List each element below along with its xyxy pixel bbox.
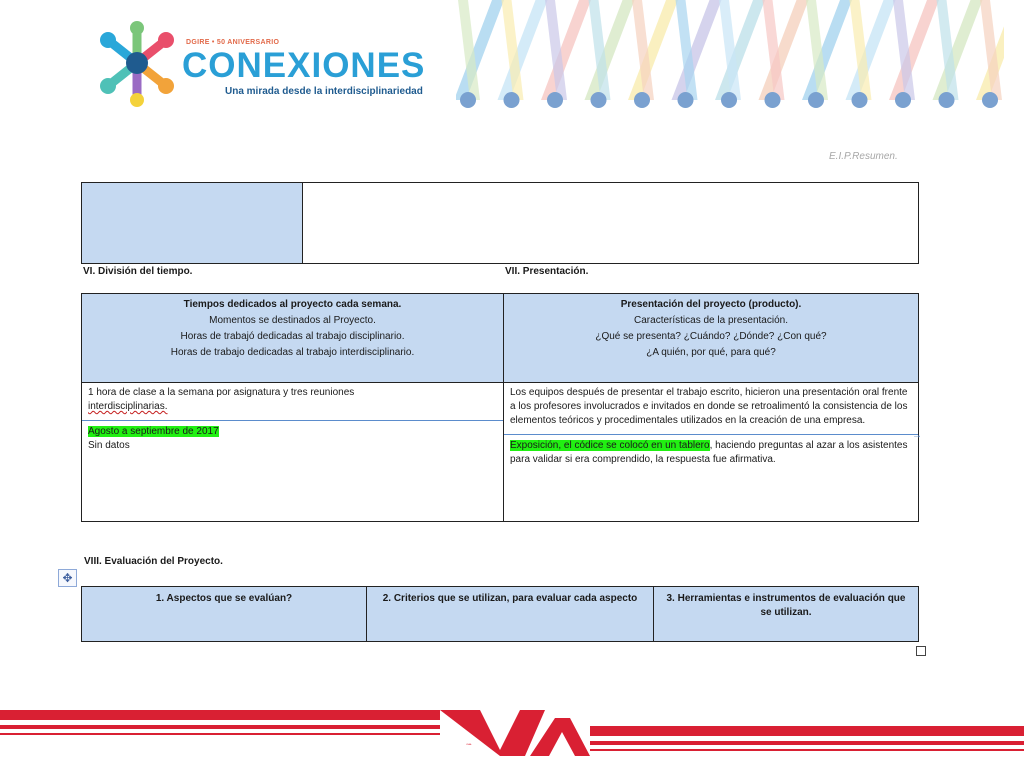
header-table-blue-cell <box>82 183 303 264</box>
presentation-header-line: ¿Qué se presenta? ¿Cuándo? ¿Dónde? ¿Con qué? <box>595 331 827 342</box>
stripe-dot <box>895 92 911 108</box>
stripe-dot <box>547 92 563 108</box>
table-move-handle-icon[interactable]: ✥ <box>58 569 77 587</box>
time-body-line-misspelled: interdisciplinarias. <box>88 401 168 412</box>
logo-subtitle: DGIRE • 50 ANIVERSARIO <box>186 39 280 46</box>
stripe-dot <box>504 92 520 108</box>
stripe-dot <box>852 92 868 108</box>
time-body-note: Sin datos <box>88 440 130 451</box>
stripe-dot <box>808 92 824 108</box>
stripe-dot <box>721 92 737 108</box>
evaluation-header-criteria: 2. Criterios que se utilizan, para evaluar cada aspecto <box>367 587 654 642</box>
time-body-cell <box>82 383 504 522</box>
evaluation-header-aspects: 1. Aspectos que se evalúan? <box>82 587 367 642</box>
presentation-header-cell <box>504 294 919 383</box>
section-vi-label: VI. División del tiempo. <box>83 266 193 277</box>
time-header-line: Momentos se destinados al Proyecto. <box>209 315 376 326</box>
table-resize-handle[interactable] <box>916 646 926 656</box>
presentation-header-line: Características de la presentación. <box>634 315 788 326</box>
presentation-header-line: ¿A quién, por qué, para qué? <box>646 347 776 358</box>
presentation-header-title: Presentación del proyecto (producto). <box>620 299 802 310</box>
logo-tagline: Una mirada desde la interdisciplinariedad <box>225 86 423 97</box>
text-divider <box>504 430 922 441</box>
time-presentation-table <box>81 293 922 522</box>
footer-band <box>0 698 1024 768</box>
time-body-line: 1 hora de clase a la semana por asignatura y tres reuniones <box>88 387 355 398</box>
stripe-dot <box>678 92 694 108</box>
header-table-empty-cell <box>303 183 919 264</box>
header-table <box>81 182 919 264</box>
molecule-logo-icon <box>94 18 180 108</box>
presentation-body-second <box>510 439 912 467</box>
time-header-title: Tiempos dedicados al proyecto cada semana. <box>183 299 402 310</box>
decorative-stripes <box>456 0 1004 110</box>
stripe-dot <box>591 92 607 108</box>
footer-logo-text: UVAA <box>466 744 472 746</box>
evaluation-header-tools: 3. Herramientas e instrumentos de evaluación que se utilizan. <box>654 587 919 642</box>
stripe-dot <box>634 92 650 108</box>
time-header-line: Horas de trabajo dedicadas al trabajo interdisciplinario. <box>170 347 415 358</box>
logo-name: CONEXIONES <box>182 46 426 85</box>
presentation-highlight: Exposición, el códice se colocó en un tablero <box>510 440 710 451</box>
section-vii-label: VII. Presentación. <box>505 266 589 277</box>
arrow-right-icon: → <box>912 430 922 441</box>
conexiones-logo <box>94 18 424 118</box>
presentation-body-cell <box>504 383 922 522</box>
stripe-dot <box>982 92 998 108</box>
text-divider <box>82 420 503 421</box>
presentation-body-paragraph: Los equipos después de presentar el trabajo escrito, hicieron una presentación oral frente a los profesores involucrados e invitados en donde se retroalimentó la consistencia de los elementos teóricos y procedimentales utilizados en la creación de una empresa. <box>510 387 908 426</box>
stripe-dot <box>939 92 955 108</box>
section-viii-label: VIII. Evaluación del Proyecto. <box>84 556 223 567</box>
document-reference: E.I.P.Resumen. <box>829 151 898 162</box>
stripe-dot <box>765 92 781 108</box>
evaluation-table <box>81 586 919 642</box>
presentation-body-rest: , haciendo preguntas al azar a los asistentes para validar si era comprendido, la respuesta fue afirmativa. <box>510 440 908 465</box>
time-header-cell <box>82 294 504 383</box>
stripe-dot <box>460 92 476 108</box>
time-header-line: Horas de trabajó dedicadas al trabajo disciplinario. <box>180 331 405 342</box>
time-highlight: Agosto a septiembre de 2017 <box>88 426 219 437</box>
